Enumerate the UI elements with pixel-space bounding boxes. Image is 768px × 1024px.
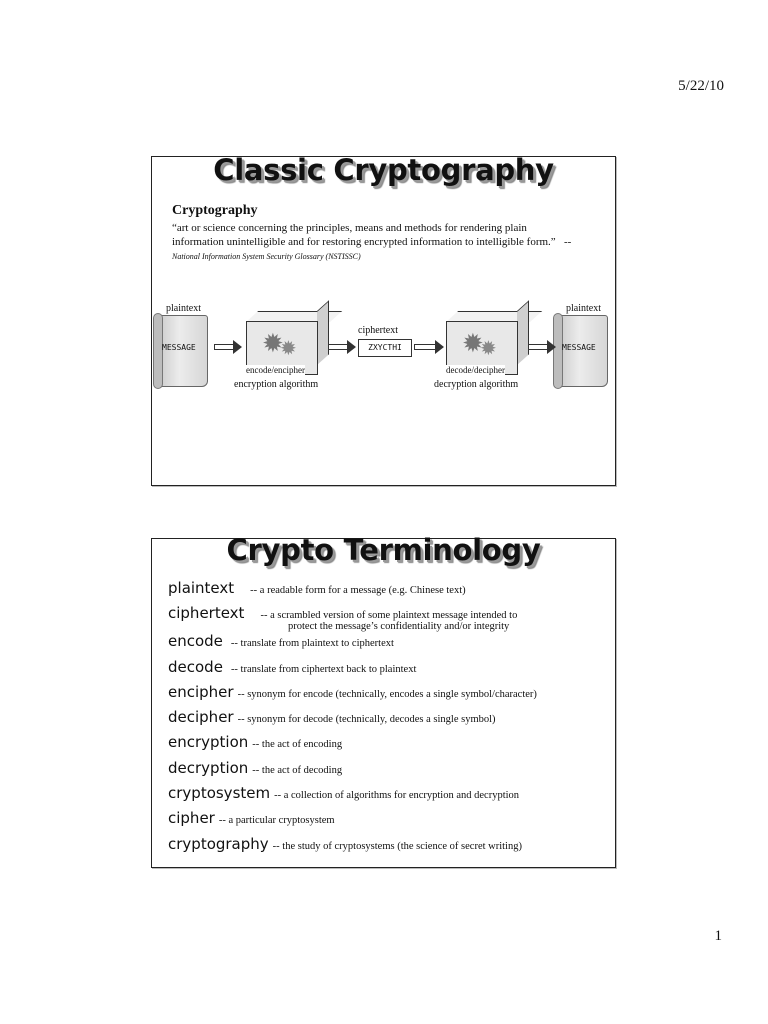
list-item xyxy=(168,733,608,758)
term: decryption xyxy=(168,758,249,777)
gear-icon: ✹ xyxy=(480,338,497,360)
slide-title: Crypto Terminology xyxy=(226,533,541,567)
right-message: MESSAGE xyxy=(562,343,596,352)
list-item xyxy=(168,632,608,657)
term-definition: -- the study of cryptosystems (the science of secret writing) xyxy=(272,840,522,852)
term-definition: -- a readable form for a message (e.g. Chinese text) xyxy=(250,585,466,596)
arrow-icon xyxy=(528,340,556,354)
arrow-icon xyxy=(328,340,356,354)
list-item xyxy=(168,604,608,632)
term-definition: -- synonym for encode (technically, encodes a single symbol/character) xyxy=(237,688,537,700)
list-item xyxy=(168,658,608,683)
left-plaintext-label: plaintext xyxy=(166,303,201,314)
term-definition: -- translate from ciphertext back to plaintext xyxy=(230,663,417,675)
term-definition: -- a collection of algorithms for encryption and decryption xyxy=(274,790,520,802)
term-definition: -- translate from plaintext to ciphertext xyxy=(230,638,394,650)
term: plaintext xyxy=(168,579,235,597)
page-date: 5/22/10 xyxy=(678,78,724,94)
slide-title: Classic Cryptography xyxy=(213,153,554,187)
left-message: MESSAGE xyxy=(162,343,196,352)
definition-quote: “art or science concerning the principles, means and methods for rendering plain information unintelligible and for restoring encrypted information to intelligible form.” xyxy=(172,222,556,248)
slide-classic-cryptography xyxy=(151,153,616,486)
ciphertext-value: ZXYCTHI xyxy=(358,339,412,357)
list-item xyxy=(168,835,608,860)
list-item xyxy=(168,579,608,604)
definition-text xyxy=(172,221,572,264)
page-number: 1 xyxy=(714,928,722,944)
decode-box-label: decode/decipher xyxy=(446,365,505,375)
term: encipher xyxy=(168,682,234,701)
list-item xyxy=(168,759,608,784)
gear-icon: ✹ xyxy=(462,329,484,358)
encode-box-label: encode/encipher xyxy=(246,365,305,375)
terminology-list xyxy=(168,579,608,860)
decryption-caption: decryption algorithm xyxy=(434,379,519,390)
term: ciphertext xyxy=(168,604,245,623)
term: decode xyxy=(168,657,223,676)
term: cipher xyxy=(168,809,215,828)
term-definition: -- the act of decoding xyxy=(252,764,343,776)
term-definition-continued: protect the message’s confidentiality and/or integrity xyxy=(288,621,510,633)
gear-icon: ✹ xyxy=(262,329,284,358)
term: cryptography xyxy=(168,834,269,853)
definition-source: National Information System Security Glossary (NSTISSC) xyxy=(172,252,361,261)
encryption-caption: encryption algorithm xyxy=(234,379,319,390)
term: decipher xyxy=(168,708,234,727)
term: encode xyxy=(168,632,223,651)
arrow-icon xyxy=(414,340,444,354)
definition-heading: Cryptography xyxy=(172,203,258,218)
ciphertext-label: ciphertext xyxy=(358,325,398,336)
list-item xyxy=(168,708,608,733)
term-definition: -- a particular cryptosystem xyxy=(218,815,335,827)
term-definition: -- the act of encoding xyxy=(252,739,343,751)
list-item xyxy=(168,784,608,809)
gear-icon: ✹ xyxy=(280,338,297,360)
list-item xyxy=(168,809,608,834)
right-plaintext-label: plaintext xyxy=(566,303,601,314)
slide-crypto-terminology xyxy=(151,533,616,868)
list-item xyxy=(168,683,608,708)
definition-source-prefix: -- xyxy=(563,236,572,248)
term-definition: -- synonym for decode (technically, decodes a single symbol) xyxy=(237,714,496,726)
arrow-icon xyxy=(214,340,242,354)
term-definition: -- a scrambled version of some plaintext message intended to xyxy=(260,610,518,622)
term: encryption xyxy=(168,733,249,752)
term: cryptosystem xyxy=(168,784,271,803)
